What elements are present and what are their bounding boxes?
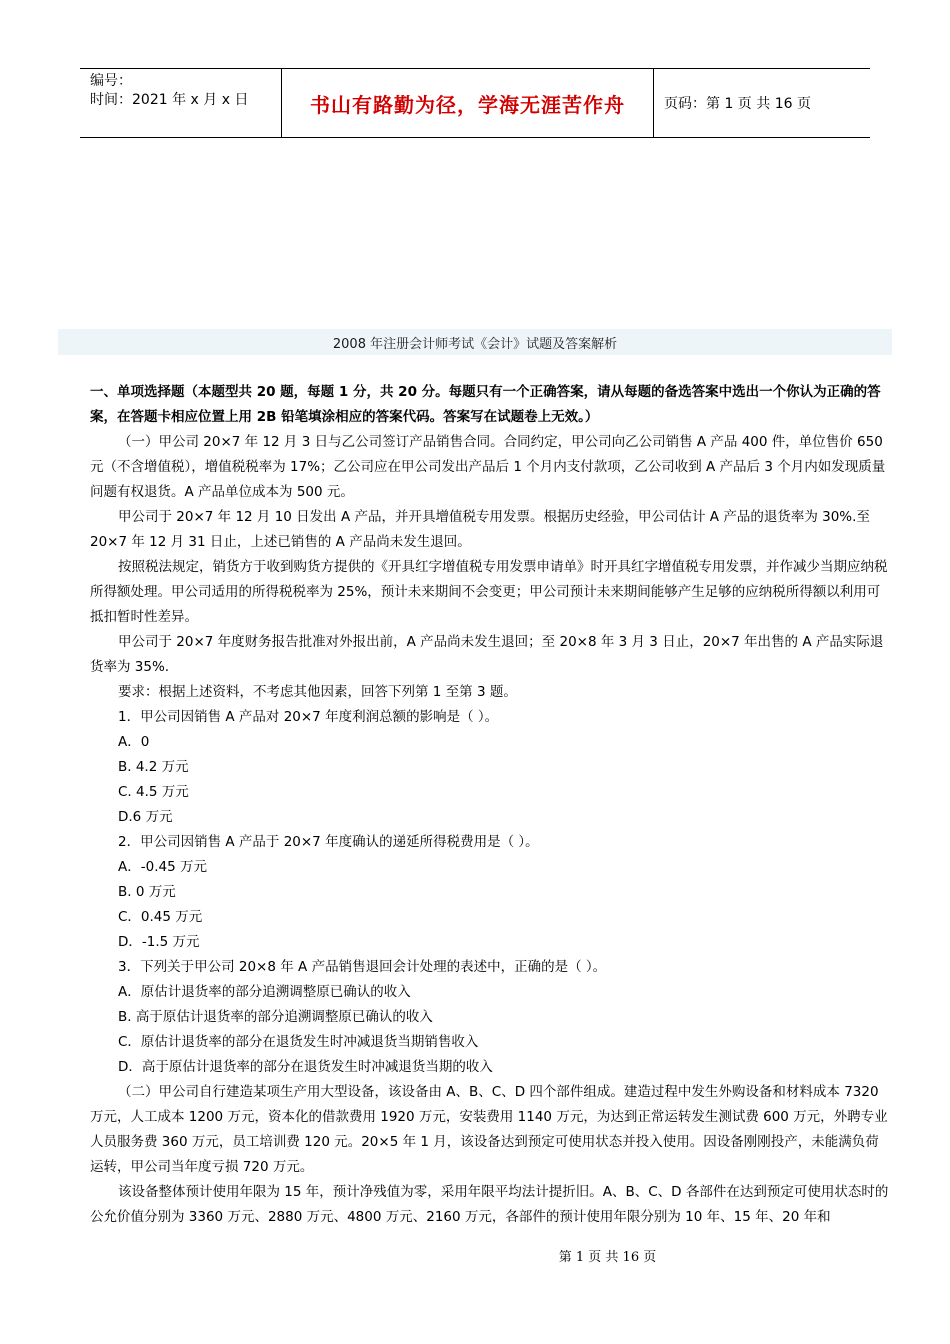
motto: 书山有路勤为径，学海无涯苦作舟 bbox=[282, 69, 654, 137]
paragraph: 甲公司于 20×7 年 12 月 10 日发出 A 产品，并开具增值税专用发票。根据历史经验，甲公司估计 A 产品的退货率为 30%.至 20×7 年 12 月 31 日止，上述已销售的 A 产品尚未发生退回。 bbox=[90, 509, 870, 550]
paragraph: 甲公司于 20×7 年度财务报告批准对外报出前，A 产品尚未发生退回；至 20×8 年 3 月 3 日止，20×7 年出售的 A 产品实际退货率为 35%. bbox=[90, 634, 884, 675]
option: C. 4.5 万元 bbox=[118, 784, 189, 800]
option: B. 0 万元 bbox=[118, 884, 176, 900]
section-heading: 一、单项选择题（本题型共 20 题，每题 1 分，共 20 分。每题只有一个正确答案，请从每题的备选答案中选出一个你认为正确的答案，在答题卡相应位置上用 2B 铅笔填涂相应的答案代码。答案写在试题卷上无效。） bbox=[90, 384, 881, 425]
option: A．0 bbox=[118, 734, 150, 750]
option: A．原估计退货率的部分追溯调整原已确认的收入 bbox=[118, 984, 411, 1000]
page-footer bbox=[0, 1246, 950, 1265]
option: B. 4.2 万元 bbox=[118, 759, 189, 775]
footer-page-number: 第 1 页 共 16 页 bbox=[558, 1250, 657, 1265]
document-body bbox=[90, 380, 892, 1230]
option: D.6 万元 bbox=[118, 809, 173, 825]
paragraph-case-2: （二）甲公司自行建造某项生产用大型设备，该设备由 A、B、C、D 四个部件组成。建造过程中发生外购设备和材料成本 7320 万元，人工成本 1200 万元，资本化的借款费用 1920 万元，安装费用 1140 万元，为达到正常运转发生测试费 600 万元，外聘专业人员服务费 360 万元，员工培训费 120 元。20×5 年 1 月，该设备达到预定可使用状态并投入使用。因设备刚刚投产，未能满负荷运转，甲公司当年度亏损 720 万元。 bbox=[90, 1084, 888, 1175]
option: D．-1.5 万元 bbox=[118, 934, 200, 950]
paragraph-requirement: 要求：根据上述资料，不考虑其他因素，回答下列第 1 至第 3 题。 bbox=[118, 684, 517, 700]
document-title: 2008 年注册会计师考试《会计》试题及答案解析 bbox=[58, 329, 892, 355]
paragraph: 按照税法规定，销货方于收到购货方提供的《开具红字增值税专用发票申请单》时开具红字增值税专用发票，并作减少当期应纳税所得额处理。甲公司适用的所得税税率为 25%，预计未来期间不会变更；甲公司预计未来期间能够产生足够的应纳税所得额以利用可抵扣暂时性差异。 bbox=[90, 559, 888, 625]
paragraph: 该设备整体预计使用年限为 15 年，预计净残值为零，采用年限平均法计提折旧。A、B、C、D 各部件在达到预定可使用状态时的公允价值分别为 3360 万元、2880 万元、4800 万元、2160 万元，各部件的预计使用年限分别为 10 年、15 年、20 年和 bbox=[90, 1184, 889, 1225]
option: B. 高于原估计退货率的部分追溯调整原已确认的收入 bbox=[118, 1009, 433, 1025]
option: C．原估计退货率的部分在退货发生时冲减退货当期销售收入 bbox=[118, 1034, 479, 1050]
number-label: 编号： bbox=[90, 73, 132, 89]
page-label: 页码：第 1 页 共 16 页 bbox=[664, 96, 811, 112]
option: D．高于原估计退货率的部分在退货发生时冲减退货当期的收入 bbox=[118, 1059, 493, 1075]
time-label: 时间：2021 年 x 月 x 日 bbox=[90, 92, 249, 108]
page-header bbox=[80, 68, 870, 138]
paragraph-case-1: （一）甲公司 20×7 年 12 月 3 日与乙公司签订产品销售合同。合同约定，甲公司向乙公司销售 A 产品 400 件，单位售价 650 元（不含增值税），增值税税率为 17%；乙公司应在甲公司发出产品后 1 个月内支付款项，乙公司收到 A 产品后 3 个月内如发现质量问题有权退货。A 产品单位成本为 500 元。 bbox=[90, 434, 886, 500]
option: C．0.45 万元 bbox=[118, 909, 203, 925]
option: A．-0.45 万元 bbox=[118, 859, 207, 875]
question-1: 1．甲公司因销售 A 产品对 20×7 年度利润总额的影响是（ ）。 bbox=[118, 709, 499, 725]
question-3: 3．下列关于甲公司 20×8 年 A 产品销售退回会计处理的表述中，正确的是（ ）。 bbox=[118, 959, 607, 975]
question-2: 2．甲公司因销售 A 产品于 20×7 年度确认的递延所得税费用是（ ）。 bbox=[118, 834, 539, 850]
header-info-cell bbox=[80, 69, 282, 137]
